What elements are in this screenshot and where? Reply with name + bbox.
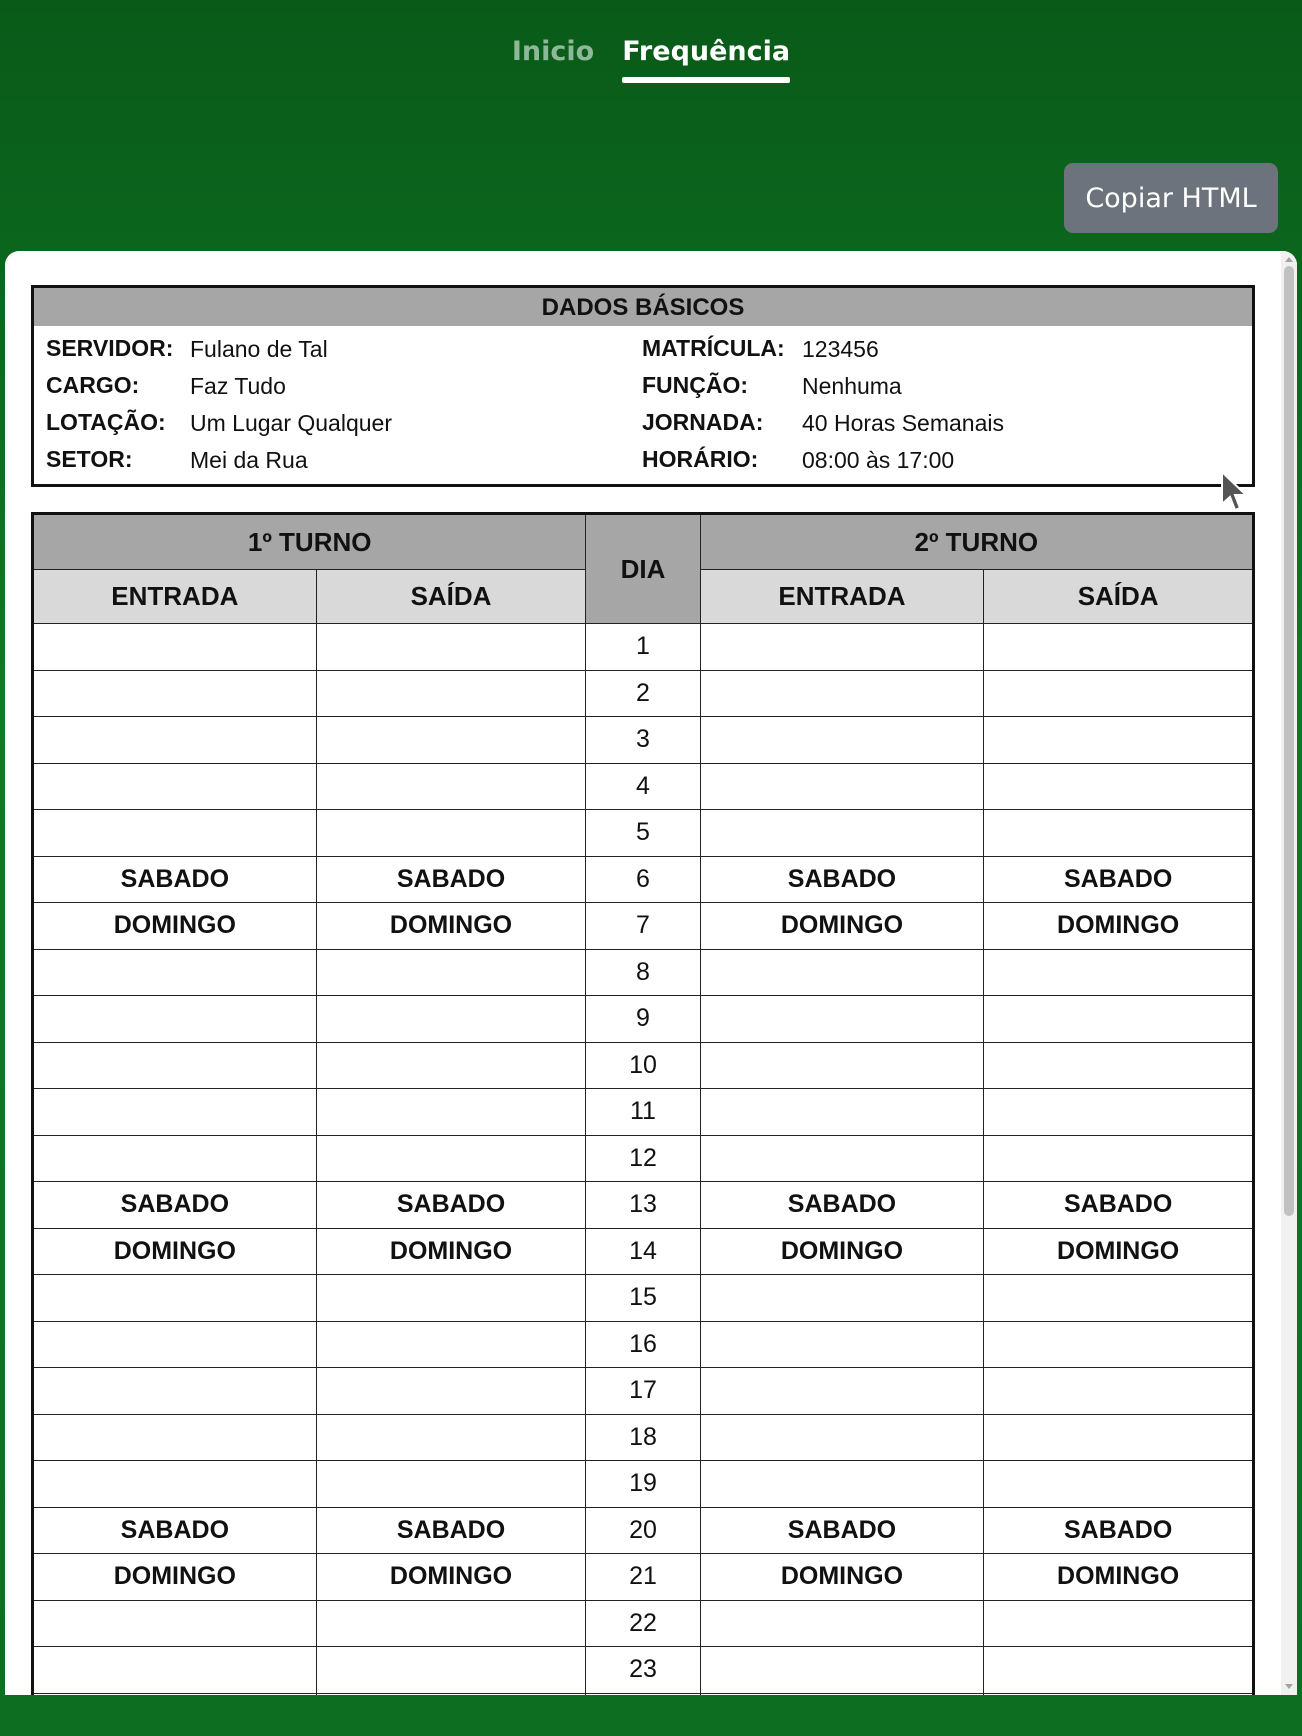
header-turno-1: 1º TURNO (33, 514, 586, 570)
time-cell (700, 1275, 984, 1322)
time-cell (984, 1461, 1254, 1508)
time-cell (316, 1275, 586, 1322)
time-cell (33, 949, 317, 996)
time-cell (984, 763, 1254, 810)
time-cell: SABADO (316, 1182, 586, 1229)
time-cell: DOMINGO (33, 1228, 317, 1275)
time-cell (316, 1321, 586, 1368)
time-cell: DOMINGO (700, 1228, 984, 1275)
time-cell (984, 1693, 1254, 1695)
time-cell: SABADO (700, 856, 984, 903)
time-cell (316, 996, 586, 1043)
field-label: HORÁRIO: (642, 446, 759, 472)
table-row (33, 949, 1254, 996)
field-value: Faz Tudo (190, 373, 286, 399)
header-dia: DIA (586, 514, 700, 624)
table-row (33, 1135, 1254, 1182)
table-row (33, 1414, 1254, 1461)
time-cell (33, 1693, 317, 1695)
time-cell (316, 949, 586, 996)
table-row (33, 624, 1254, 671)
time-cell: DOMINGO (33, 1554, 317, 1601)
time-cell (33, 810, 317, 857)
time-cell (316, 763, 586, 810)
table-row (33, 1275, 1254, 1322)
time-cell (700, 763, 984, 810)
field-value: 08:00 às 17:00 (802, 447, 955, 473)
table-row (33, 1600, 1254, 1647)
time-cell: SABADO (700, 1182, 984, 1229)
day-cell: 5 (586, 810, 700, 857)
time-cell (700, 1600, 984, 1647)
scroll-up-icon[interactable] (1285, 257, 1293, 262)
time-cell (33, 1647, 317, 1694)
time-cell (700, 1693, 984, 1695)
field-value: 40 Horas Semanais (802, 410, 1004, 436)
table-row (33, 1461, 1254, 1508)
time-cell (33, 1414, 317, 1461)
day-cell: 15 (586, 1275, 700, 1322)
time-cell (33, 1600, 317, 1647)
day-cell: 3 (586, 717, 700, 764)
table-row (33, 1228, 1254, 1275)
day-cell: 2 (586, 670, 700, 717)
time-cell (33, 1089, 317, 1136)
time-cell (984, 1089, 1254, 1136)
time-cell (700, 1321, 984, 1368)
tab-frequencia[interactable]: Frequência (622, 36, 790, 75)
time-cell (984, 1414, 1254, 1461)
time-cell (700, 1089, 984, 1136)
time-cell (984, 717, 1254, 764)
field-label: SERVIDOR: (46, 335, 174, 361)
header-entrada-2: ENTRADA (700, 570, 984, 624)
day-cell: 17 (586, 1368, 700, 1415)
basic-data-box (31, 285, 1255, 487)
time-cell (33, 1368, 317, 1415)
time-cell (33, 717, 317, 764)
table-row (33, 1321, 1254, 1368)
time-cell (984, 810, 1254, 857)
time-cell (33, 624, 317, 671)
table-row (33, 1042, 1254, 1089)
time-cell (316, 1461, 586, 1508)
header-entrada-1: ENTRADA (33, 570, 317, 624)
time-cell (33, 763, 317, 810)
day-cell: 9 (586, 996, 700, 1043)
vertical-scrollbar[interactable] (1281, 251, 1297, 1695)
table-row (33, 1368, 1254, 1415)
table-row (33, 856, 1254, 903)
time-cell: DOMINGO (316, 903, 586, 950)
day-cell: 8 (586, 949, 700, 996)
frequency-table (31, 512, 1255, 1695)
time-cell (33, 1321, 317, 1368)
day-cell: 20 (586, 1507, 700, 1554)
day-cell: 14 (586, 1228, 700, 1275)
copy-html-button[interactable]: Copiar HTML (1064, 163, 1278, 233)
day-cell: 22 (586, 1600, 700, 1647)
time-cell (33, 1135, 317, 1182)
time-cell (700, 624, 984, 671)
header-saida-2: SAÍDA (984, 570, 1254, 624)
time-cell (984, 996, 1254, 1043)
day-cell: 6 (586, 856, 700, 903)
time-cell: DOMINGO (984, 1228, 1254, 1275)
time-cell (700, 1461, 984, 1508)
day-cell: 23 (586, 1647, 700, 1694)
time-cell (984, 1600, 1254, 1647)
time-cell (700, 996, 984, 1043)
time-cell (316, 1135, 586, 1182)
header-turno-2: 2º TURNO (700, 514, 1253, 570)
day-cell (586, 1693, 700, 1695)
table-row (33, 996, 1254, 1043)
table-row (33, 1647, 1254, 1694)
table-row (33, 1507, 1254, 1554)
time-cell: SABADO (316, 1507, 586, 1554)
time-cell (700, 1135, 984, 1182)
time-cell (316, 1647, 586, 1694)
field-label: MATRÍCULA: (642, 335, 785, 361)
frequency-document (31, 285, 1260, 1695)
day-cell: 4 (586, 763, 700, 810)
time-cell (984, 949, 1254, 996)
day-cell: 10 (586, 1042, 700, 1089)
header-saida-1: SAÍDA (316, 570, 586, 624)
time-cell: SABADO (984, 1507, 1254, 1554)
day-cell: 19 (586, 1461, 700, 1508)
time-cell (984, 1368, 1254, 1415)
time-cell (33, 1275, 317, 1322)
time-cell (700, 1042, 984, 1089)
time-cell (33, 670, 317, 717)
time-cell (33, 996, 317, 1043)
time-cell: DOMINGO (984, 903, 1254, 950)
time-cell: DOMINGO (984, 1554, 1254, 1601)
time-cell (984, 1135, 1254, 1182)
time-cell (316, 717, 586, 764)
field-value: Mei da Rua (190, 447, 308, 473)
time-cell (984, 1042, 1254, 1089)
scroll-thumb[interactable] (1284, 266, 1294, 1216)
time-cell (316, 1042, 586, 1089)
time-cell: DOMINGO (33, 903, 317, 950)
time-cell (33, 1042, 317, 1089)
time-cell: SABADO (984, 1182, 1254, 1229)
time-cell (984, 670, 1254, 717)
time-cell (316, 670, 586, 717)
time-cell (316, 810, 586, 857)
field-label: FUNÇÃO: (642, 372, 749, 398)
time-cell (700, 810, 984, 857)
day-cell: 11 (586, 1089, 700, 1136)
time-cell: SABADO (33, 1507, 317, 1554)
time-cell: SABADO (33, 1182, 317, 1229)
time-cell (316, 1693, 586, 1695)
time-cell: DOMINGO (316, 1554, 586, 1601)
time-cell: SABADO (984, 856, 1254, 903)
time-cell (700, 1647, 984, 1694)
time-cell (984, 1321, 1254, 1368)
time-cell (316, 1089, 586, 1136)
time-cell: SABADO (316, 856, 586, 903)
time-cell (700, 949, 984, 996)
field-value: Um Lugar Qualquer (190, 410, 392, 436)
time-cell (316, 1600, 586, 1647)
table-row (33, 1089, 1254, 1136)
time-cell: DOMINGO (700, 903, 984, 950)
time-cell (700, 1414, 984, 1461)
time-cell (984, 624, 1254, 671)
field-value: 123456 (802, 336, 879, 362)
table-row (33, 810, 1254, 857)
time-cell (316, 1414, 586, 1461)
time-cell (984, 1275, 1254, 1322)
tab-inicio[interactable]: Inicio (511, 36, 595, 67)
mouse-pointer-icon (1220, 470, 1248, 514)
day-cell: 13 (586, 1182, 700, 1229)
table-row (33, 1554, 1254, 1601)
table-row (33, 763, 1254, 810)
time-cell (700, 1368, 984, 1415)
table-row (33, 1693, 1254, 1695)
day-cell: 7 (586, 903, 700, 950)
frequency-table-body (33, 624, 1254, 1696)
field-label: JORNADA: (642, 409, 764, 435)
day-cell: 1 (586, 624, 700, 671)
time-cell (700, 670, 984, 717)
table-row (33, 903, 1254, 950)
time-cell (316, 1368, 586, 1415)
time-cell (700, 717, 984, 764)
time-cell: DOMINGO (316, 1228, 586, 1275)
time-cell (33, 1461, 317, 1508)
day-cell: 12 (586, 1135, 700, 1182)
scroll-down-icon[interactable] (1285, 1684, 1293, 1689)
day-cell: 18 (586, 1414, 700, 1461)
field-value: Nenhuma (802, 373, 902, 399)
basic-data-grid (34, 326, 1252, 484)
table-row (33, 717, 1254, 764)
time-cell: DOMINGO (700, 1554, 984, 1601)
day-cell: 16 (586, 1321, 700, 1368)
top-nav (0, 36, 1302, 75)
field-value: Fulano de Tal (190, 336, 328, 362)
time-cell (316, 624, 586, 671)
preview-panel[interactable] (5, 251, 1297, 1695)
day-cell: 21 (586, 1554, 700, 1601)
time-cell (984, 1647, 1254, 1694)
field-label: LOTAÇÃO: (46, 409, 166, 435)
field-label: CARGO: (46, 372, 140, 398)
time-cell: SABADO (33, 856, 317, 903)
table-row (33, 1182, 1254, 1229)
table-row (33, 670, 1254, 717)
basic-data-title: DADOS BÁSICOS (34, 288, 1252, 326)
time-cell: SABADO (700, 1507, 984, 1554)
field-label: SETOR: (46, 446, 133, 472)
